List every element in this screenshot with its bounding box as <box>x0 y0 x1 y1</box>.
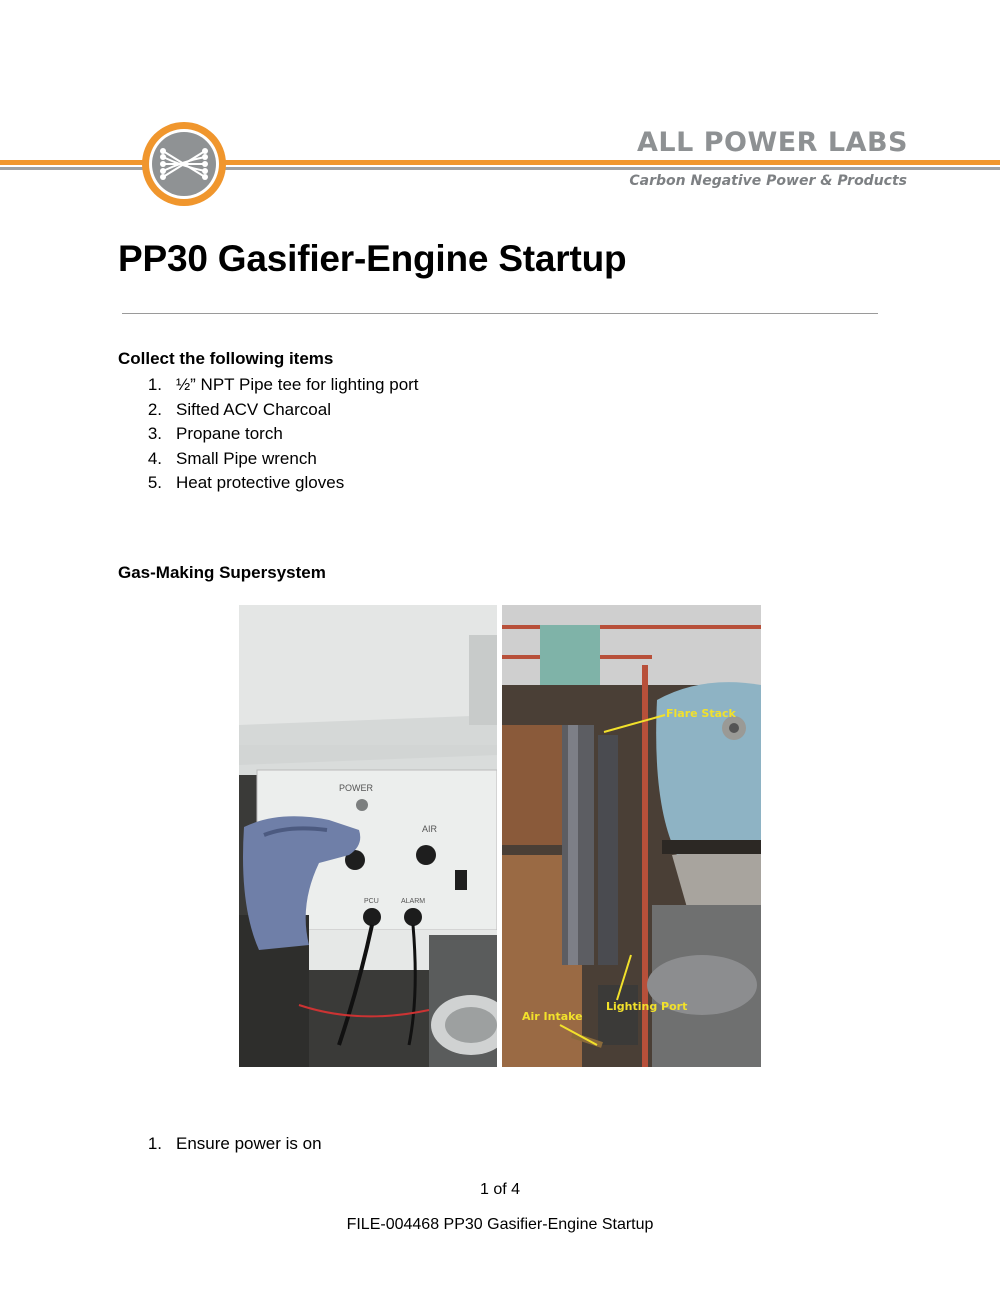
list-text: Ensure power is on <box>176 1134 322 1153</box>
gasifier-photo <box>502 605 761 1067</box>
gasifier-logo-icon <box>141 121 227 207</box>
pcu-label: PCU <box>364 898 379 905</box>
list-number: 4. <box>147 448 162 468</box>
list-number: 2. <box>147 399 162 419</box>
list-text: ½” NPT Pipe tee for lighting port <box>176 375 419 394</box>
control-panel-photo <box>239 605 497 1067</box>
document-title: PP30 Gasifier-Engine Startup <box>118 238 627 279</box>
alarm-label: ALARM <box>401 898 426 905</box>
list-item <box>118 398 419 423</box>
collect-heading: Collect the following items <box>118 349 334 368</box>
list-number: 1. <box>147 375 162 394</box>
page-number: 1 of 4 <box>479 1181 521 1198</box>
steps-list <box>118 1132 322 1156</box>
list-number: 5. <box>147 473 162 493</box>
list-item <box>118 447 419 472</box>
list-text: Sifted ACV Charcoal <box>176 399 331 419</box>
title-divider <box>122 313 878 314</box>
gas-section-heading: Gas-Making Supersystem <box>118 563 326 582</box>
list-number: 3. <box>147 424 162 444</box>
air-label: AIR <box>422 824 438 834</box>
list-item <box>118 471 419 496</box>
callout-lighting-port: Lighting Port <box>606 1000 688 1013</box>
power-label: POWER <box>339 783 374 793</box>
document-footer: FILE-004468 PP30 Gasifier-Engine Startup <box>346 1216 654 1233</box>
callout-air-intake: Air Intake <box>522 1010 583 1023</box>
callout-flare-stack: Flare Stack <box>666 707 736 720</box>
list-text: Small Pipe wrench <box>176 448 317 468</box>
list-item <box>118 422 419 447</box>
list-item <box>118 1132 322 1156</box>
collect-list <box>118 373 419 496</box>
brand-name: ALL POWER LABS <box>637 127 908 158</box>
list-item <box>118 373 419 398</box>
list-text: Heat protective gloves <box>176 473 345 493</box>
list-text: Propane torch <box>176 424 283 444</box>
brand-tagline: Carbon Negative Power & Products <box>629 173 907 189</box>
list-number: 1. <box>147 1134 162 1153</box>
